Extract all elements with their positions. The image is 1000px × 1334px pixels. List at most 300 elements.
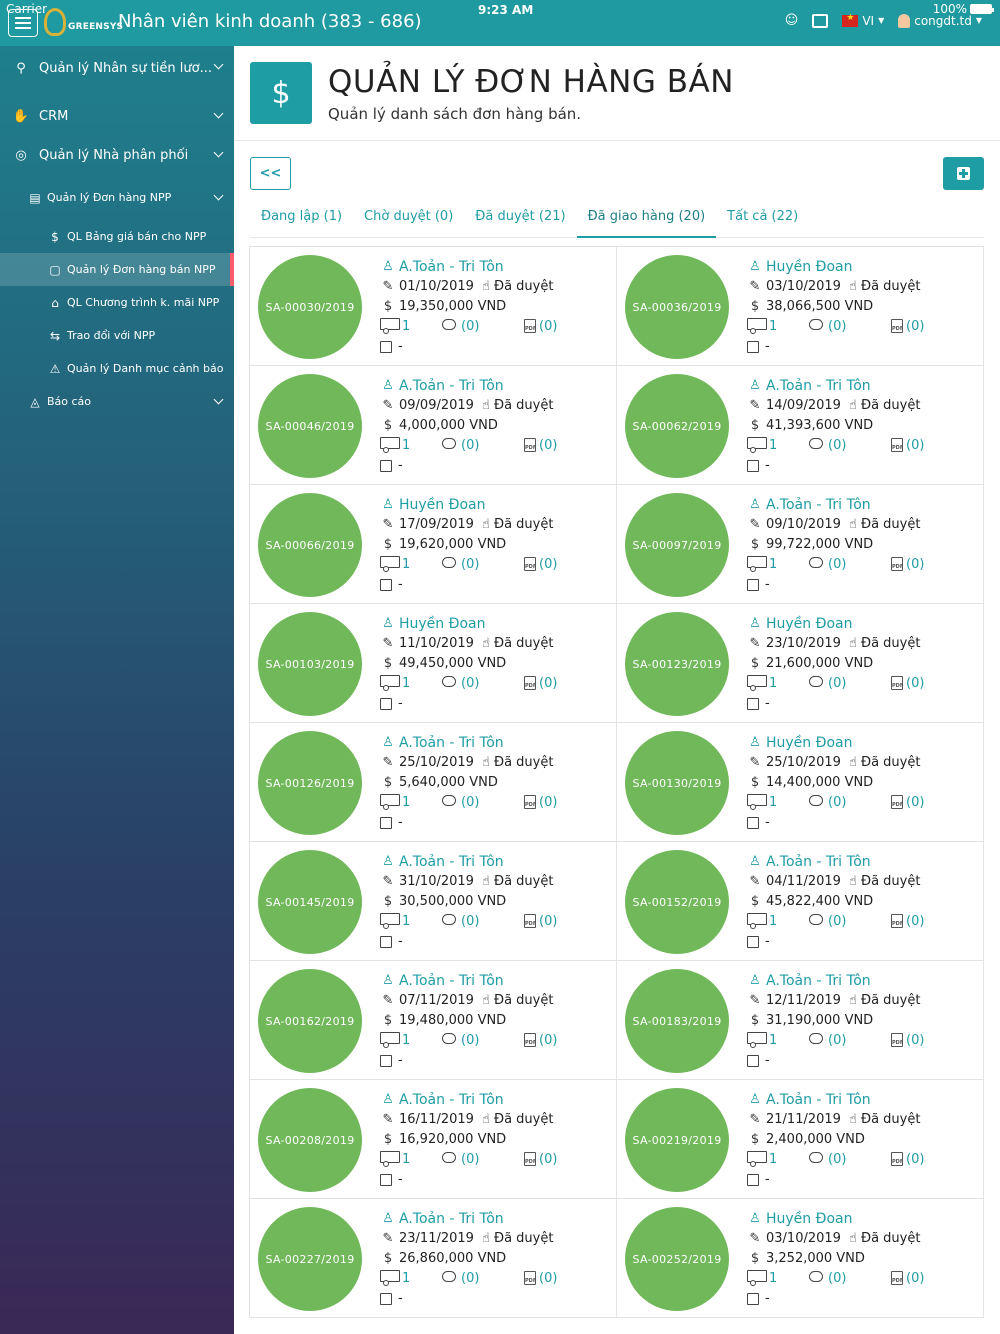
pencil-icon: ✎ xyxy=(382,993,394,1008)
note-icon xyxy=(380,579,392,591)
thumbs-up-icon: ☝ xyxy=(848,993,857,1008)
delivery-count[interactable]: 1 xyxy=(747,674,809,694)
order-card[interactable] xyxy=(616,246,984,366)
order-note: - xyxy=(398,1291,403,1306)
dollar-icon: $ xyxy=(51,229,59,244)
status-badge: ☝ Đã duyệt xyxy=(848,1112,921,1127)
order-card[interactable] xyxy=(249,960,617,1080)
pdf-count[interactable]: PDF (0) xyxy=(892,676,925,691)
hamburger-menu-button[interactable] xyxy=(8,9,38,37)
order-card[interactable] xyxy=(616,1198,984,1318)
thumbs-up-icon: ☝ xyxy=(481,874,490,889)
add-order-button[interactable] xyxy=(943,157,984,190)
note-icon xyxy=(380,817,392,829)
staff-row xyxy=(747,1090,977,1110)
sidebar-item-distributors[interactable] xyxy=(0,136,234,175)
order-card[interactable] xyxy=(616,841,984,961)
comment-count[interactable]: (0) xyxy=(809,436,891,456)
order-amount: 4,000,000 VND xyxy=(399,418,498,433)
pdf-count[interactable]: PDF (0) xyxy=(892,795,925,810)
delivery-count[interactable]: 1 xyxy=(747,317,809,337)
pencil-icon: ✎ xyxy=(382,1112,394,1127)
note-icon xyxy=(380,1055,392,1067)
truck-icon xyxy=(380,556,400,568)
order-code-badge[interactable]: SA-00103/2019 xyxy=(258,612,362,716)
sidebar-item-label: Quản lý Danh mục cảnh báo xyxy=(67,362,224,375)
pdf-icon: PDF xyxy=(891,914,903,928)
delivery-count[interactable]: 1 xyxy=(747,1269,809,1289)
chart-icon: ◬ xyxy=(30,394,40,409)
pdf-icon: PDF xyxy=(524,438,536,452)
pencil-icon: ✎ xyxy=(382,1231,394,1246)
user-icon: ♙ xyxy=(382,1211,394,1226)
order-code-badge[interactable]: SA-00145/2019 xyxy=(258,850,362,954)
sidebar-item-label: CRM xyxy=(39,109,69,124)
pdf-count[interactable]: PDF (0) xyxy=(892,1033,925,1048)
amount-row xyxy=(747,1249,977,1269)
order-code-badge[interactable]: SA-00252/2019 xyxy=(625,1207,729,1311)
thumbs-up-icon: ☝ xyxy=(481,993,490,1008)
sidebar-item-promotions[interactable] xyxy=(0,286,234,319)
amount-row xyxy=(380,297,610,317)
thumbs-up-icon: ☝ xyxy=(848,279,857,294)
date-row xyxy=(380,277,610,297)
comment-icon xyxy=(809,914,823,925)
tab-approved[interactable]: Đã duyệt (21) xyxy=(475,209,566,224)
pdf-count[interactable]: PDF (0) xyxy=(525,1152,558,1167)
comment-count[interactable]: (0) xyxy=(809,1031,891,1051)
delivery-count[interactable]: 1 xyxy=(747,555,809,575)
note-icon xyxy=(380,1293,392,1305)
username: congdt.td xyxy=(914,13,972,28)
pdf-count[interactable]: PDF (0) xyxy=(525,438,558,453)
dollar-icon: $ xyxy=(750,1251,760,1266)
gift-icon: ⌂ xyxy=(51,295,59,310)
staff-row xyxy=(747,376,977,396)
delivery-count[interactable]: 1 xyxy=(380,1031,442,1051)
top-right-controls xyxy=(785,13,982,28)
note-row xyxy=(380,1170,610,1190)
order-amount: 14,400,000 VND xyxy=(766,775,874,790)
pdf-count[interactable]: PDF (0) xyxy=(525,1271,558,1286)
staff-row xyxy=(380,1209,610,1229)
order-amount: 3,252,000 VND xyxy=(766,1251,865,1266)
staff-name: Huyền Đoan xyxy=(766,259,853,275)
comment-count[interactable]: (0) xyxy=(809,555,891,575)
comment-count[interactable]: (0) xyxy=(809,1269,891,1289)
user-icon: ♙ xyxy=(749,1211,761,1226)
user-icon: ♙ xyxy=(382,854,394,869)
order-card[interactable] xyxy=(616,365,984,485)
order-card[interactable] xyxy=(616,484,984,604)
pdf-count[interactable]: PDF (0) xyxy=(525,676,558,691)
sidebar xyxy=(0,46,234,1334)
status-time: 9:23 AM xyxy=(478,3,534,17)
date-row xyxy=(747,396,977,416)
note-icon xyxy=(380,1174,392,1186)
comment-count[interactable]: (0) xyxy=(809,674,891,694)
comment-count[interactable]: (0) xyxy=(442,436,524,456)
language-switcher[interactable] xyxy=(842,14,884,28)
sidebar-item-npp-orders[interactable] xyxy=(0,175,234,220)
order-code-badge[interactable]: SA-00097/2019 xyxy=(625,493,729,597)
order-card[interactable] xyxy=(616,960,984,1080)
truck-icon xyxy=(380,437,400,449)
tab-pending[interactable]: Chờ duyệt (0) xyxy=(364,209,454,224)
delivery-count[interactable]: 1 xyxy=(380,1269,442,1289)
comment-count[interactable]: (0) xyxy=(442,1150,524,1170)
comment-icon xyxy=(442,1033,456,1044)
date-row xyxy=(380,1229,610,1249)
counts-row xyxy=(747,674,977,694)
counts-row xyxy=(380,317,610,337)
order-code-badge[interactable]: SA-00062/2019 xyxy=(625,374,729,478)
order-amount: 5,640,000 VND xyxy=(399,775,498,790)
order-code-badge[interactable]: SA-00046/2019 xyxy=(258,374,362,478)
comment-count[interactable]: (0) xyxy=(442,793,524,813)
date-row xyxy=(380,634,610,654)
pdf-icon: PDF xyxy=(524,795,536,809)
chevron-down-icon xyxy=(214,109,224,119)
dollar-icon: $ xyxy=(383,656,393,671)
order-card[interactable] xyxy=(616,722,984,842)
date-row xyxy=(747,277,977,297)
order-code-badge[interactable]: SA-00066/2019 xyxy=(258,493,362,597)
dollar-icon: $ xyxy=(383,1251,393,1266)
delivery-count[interactable]: 1 xyxy=(380,912,442,932)
date-row xyxy=(747,515,977,535)
order-code-badge[interactable]: SA-00152/2019 xyxy=(625,850,729,954)
staff-row xyxy=(747,733,977,753)
user-icon: ♙ xyxy=(749,735,761,750)
delivery-count[interactable]: 1 xyxy=(747,793,809,813)
staff-row xyxy=(747,971,977,991)
order-date: 03/10/2019 xyxy=(766,279,841,294)
comment-count[interactable]: (0) xyxy=(809,912,891,932)
counts-row xyxy=(747,317,977,337)
users-icon: ⚲ xyxy=(16,60,26,76)
order-info xyxy=(747,1209,977,1309)
staff-row xyxy=(380,257,610,277)
note-icon xyxy=(747,817,759,829)
status-badge: ☝ Đã duyệt xyxy=(481,755,554,770)
user-icon: ♙ xyxy=(382,1092,394,1107)
pencil-icon: ✎ xyxy=(382,398,394,413)
order-card[interactable] xyxy=(249,484,617,604)
delivery-count[interactable]: 1 xyxy=(380,1150,442,1170)
order-date: 03/10/2019 xyxy=(766,1231,841,1246)
note-row xyxy=(747,1289,977,1309)
comment-count[interactable]: (0) xyxy=(442,317,524,337)
order-amount: 2,400,000 VND xyxy=(766,1132,865,1147)
order-date: 21/11/2019 xyxy=(766,1112,841,1127)
amount-row xyxy=(747,416,977,436)
note-row xyxy=(747,575,977,595)
counts-row xyxy=(747,1150,977,1170)
status-badge: ☝ Đã duyệt xyxy=(848,993,921,1008)
order-info xyxy=(747,376,977,476)
user-icon: ♙ xyxy=(382,378,394,393)
dollar-icon: $ xyxy=(750,1132,760,1147)
order-info xyxy=(380,376,610,476)
plus-icon xyxy=(957,167,970,180)
order-info xyxy=(380,257,610,357)
order-code-badge[interactable]: SA-00130/2019 xyxy=(625,731,729,835)
note-icon xyxy=(380,460,392,472)
order-amount: 26,860,000 VND xyxy=(399,1251,507,1266)
order-info xyxy=(747,852,977,952)
order-amount: 21,600,000 VND xyxy=(766,656,874,671)
sidebar-item-reports[interactable] xyxy=(0,385,234,418)
note-row xyxy=(380,1051,610,1071)
language-label: VI xyxy=(862,13,875,28)
counts-row xyxy=(380,1269,610,1289)
pdf-count[interactable]: PDF (0) xyxy=(525,1033,558,1048)
counts-row xyxy=(747,912,977,932)
staff-name: A.Toản - Tri Tôn xyxy=(766,854,871,870)
order-code-badge[interactable]: SA-00126/2019 xyxy=(258,731,362,835)
amount-row xyxy=(747,654,977,674)
truck-icon xyxy=(747,794,767,806)
order-card[interactable] xyxy=(249,365,617,485)
pdf-count[interactable]: PDF (0) xyxy=(892,557,925,572)
sidebar-item-sales-orders[interactable] xyxy=(0,253,234,286)
note-row xyxy=(747,456,977,476)
order-note: - xyxy=(398,458,403,473)
pdf-count[interactable]: PDF (0) xyxy=(892,1271,925,1286)
note-icon xyxy=(747,936,759,948)
staff-row xyxy=(747,614,977,634)
pdf-count[interactable]: PDF (0) xyxy=(525,319,558,334)
order-date: 07/11/2019 xyxy=(399,993,474,1008)
comment-icon xyxy=(809,438,823,449)
thumbs-up-icon: ☝ xyxy=(481,636,490,651)
note-icon xyxy=(747,1055,759,1067)
pdf-icon: PDF xyxy=(891,319,903,333)
sidebar-item-exchange[interactable] xyxy=(0,319,234,352)
sidebar-item-crm[interactable] xyxy=(0,97,234,136)
staff-name: A.Toản - Tri Tôn xyxy=(766,1092,871,1108)
team-icon[interactable]: ☺ xyxy=(784,13,799,28)
user-icon: ♙ xyxy=(382,735,394,750)
date-row xyxy=(747,991,977,1011)
order-amount: 19,350,000 VND xyxy=(399,299,507,314)
staff-name: A.Toản - Tri Tôn xyxy=(766,378,871,394)
sidebar-item-label: Trao đổi với NPP xyxy=(67,329,156,342)
thumbs-up-icon: ☝ xyxy=(848,1231,857,1246)
order-code-badge[interactable]: SA-00183/2019 xyxy=(625,969,729,1073)
order-info xyxy=(380,1209,610,1309)
status-badge: ☝ Đã duyệt xyxy=(481,993,554,1008)
sidebar-item-label: Quản lý Nhân sự tiền lươ... xyxy=(39,60,212,76)
amount-row xyxy=(380,654,610,674)
thumbs-up-icon: ☝ xyxy=(481,1112,490,1127)
delivery-count[interactable]: 1 xyxy=(380,674,442,694)
vietnam-flag-icon xyxy=(842,15,858,27)
order-card[interactable] xyxy=(249,722,617,842)
counts-row xyxy=(747,1031,977,1051)
date-row xyxy=(747,1229,977,1249)
status-badge: ☝ Đã duyệt xyxy=(481,1112,554,1127)
staff-name: A.Toản - Tri Tôn xyxy=(399,735,504,751)
order-code-badge[interactable]: SA-00219/2019 xyxy=(625,1088,729,1192)
comment-icon xyxy=(809,1152,823,1163)
sidebar-item-price-list[interactable] xyxy=(0,220,234,253)
order-date: 31/10/2019 xyxy=(399,874,474,889)
order-card[interactable] xyxy=(249,1079,617,1199)
counts-row xyxy=(380,1150,610,1170)
comment-icon xyxy=(442,795,456,806)
truck-icon xyxy=(747,318,767,330)
top-bar xyxy=(0,0,1000,46)
note-row xyxy=(747,694,977,714)
order-card[interactable] xyxy=(249,603,617,723)
pencil-icon: ✎ xyxy=(382,636,394,651)
pencil-icon: ✎ xyxy=(382,755,394,770)
order-card[interactable] xyxy=(616,1079,984,1199)
staff-row xyxy=(747,852,977,872)
order-note: - xyxy=(765,458,770,473)
date-row xyxy=(747,872,977,892)
order-code-badge[interactable]: SA-00208/2019 xyxy=(258,1088,362,1192)
tab-all[interactable]: Tất cả (22) xyxy=(727,209,799,224)
delivery-count[interactable]: 1 xyxy=(380,317,442,337)
status-badge: ☝ Đã duyệt xyxy=(481,517,554,532)
delivery-count[interactable]: 1 xyxy=(380,436,442,456)
order-amount: 16,920,000 VND xyxy=(399,1132,507,1147)
pdf-count[interactable]: PDF (0) xyxy=(525,795,558,810)
staff-row xyxy=(747,495,977,515)
order-amount: 41,393,600 VND xyxy=(766,418,874,433)
user-menu[interactable] xyxy=(898,14,982,28)
chevron-down-icon xyxy=(214,191,224,201)
exchange-icon: ⇆ xyxy=(49,328,61,343)
amount-row xyxy=(747,892,977,912)
truck-icon xyxy=(747,1270,767,1282)
order-code-badge[interactable]: SA-00030/2019 xyxy=(258,255,362,359)
pdf-count[interactable]: PDF (0) xyxy=(892,914,925,929)
amount-row xyxy=(380,1011,610,1031)
comment-icon xyxy=(809,1271,823,1282)
note-row xyxy=(747,932,977,952)
truck-icon xyxy=(747,675,767,687)
comment-count[interactable]: (0) xyxy=(809,793,891,813)
date-row xyxy=(380,1110,610,1130)
order-code-badge[interactable]: SA-00227/2019 xyxy=(258,1207,362,1311)
sidebar-item-warnings[interactable] xyxy=(0,352,234,385)
tab-delivered[interactable]: Đã giao hàng (20) xyxy=(577,198,717,238)
pdf-count[interactable]: PDF (0) xyxy=(892,319,925,334)
comment-count[interactable]: (0) xyxy=(809,317,891,337)
comment-count[interactable]: (0) xyxy=(442,1031,524,1051)
status-badge: ☝ Đã duyệt xyxy=(481,874,554,889)
tab-draft[interactable]: Đang lập (1) xyxy=(261,209,343,224)
note-row xyxy=(747,813,977,833)
order-card[interactable] xyxy=(616,603,984,723)
comment-count[interactable]: (0) xyxy=(442,674,524,694)
comment-count[interactable]: (0) xyxy=(442,1269,524,1289)
delivery-count[interactable]: 1 xyxy=(380,555,442,575)
comment-count[interactable]: (0) xyxy=(442,555,524,575)
pencil-icon: ✎ xyxy=(749,993,761,1008)
order-info xyxy=(380,495,610,595)
pdf-count[interactable]: PDF (0) xyxy=(525,557,558,572)
note-row xyxy=(380,1289,610,1309)
order-date: 09/09/2019 xyxy=(399,398,474,413)
note-row xyxy=(380,337,610,357)
dollar-icon: $ xyxy=(383,418,393,433)
comment-icon xyxy=(809,676,823,687)
delivery-count[interactable]: 1 xyxy=(380,793,442,813)
counts-row xyxy=(747,436,977,456)
delivery-count[interactable]: 1 xyxy=(747,1150,809,1170)
staff-row xyxy=(380,733,610,753)
dollar-icon: $ xyxy=(383,299,393,314)
dollar-icon: $ xyxy=(383,1013,393,1028)
delivery-count[interactable]: 1 xyxy=(747,1031,809,1051)
truck-icon xyxy=(380,318,400,330)
pdf-icon: PDF xyxy=(524,1152,536,1166)
user-icon: ♙ xyxy=(749,497,761,512)
comment-icon xyxy=(809,557,823,568)
delivery-count[interactable]: 1 xyxy=(747,912,809,932)
order-card[interactable] xyxy=(249,841,617,961)
staff-name: A.Toản - Tri Tôn xyxy=(399,973,504,989)
pdf-count[interactable]: PDF (0) xyxy=(525,914,558,929)
staff-name: A.Toản - Tri Tôn xyxy=(766,497,871,513)
order-amount: 19,480,000 VND xyxy=(399,1013,507,1028)
date-row xyxy=(380,515,610,535)
order-note: - xyxy=(398,1053,403,1068)
comment-count[interactable]: (0) xyxy=(809,1150,891,1170)
comment-icon xyxy=(442,914,456,925)
order-amount: 49,450,000 VND xyxy=(399,656,507,671)
comment-icon xyxy=(442,319,456,330)
staff-row xyxy=(380,495,610,515)
pdf-count[interactable]: PDF (0) xyxy=(892,438,925,453)
dollar-icon: $ xyxy=(383,894,393,909)
status-badge: ☝ Đã duyệt xyxy=(848,517,921,532)
staff-row xyxy=(380,971,610,991)
user-icon: ♙ xyxy=(382,259,394,274)
user-icon: ♙ xyxy=(749,259,761,274)
back-button[interactable]: << xyxy=(250,157,291,190)
counts-row xyxy=(380,674,610,694)
order-date: 12/11/2019 xyxy=(766,993,841,1008)
order-date: 09/10/2019 xyxy=(766,517,841,532)
order-card[interactable] xyxy=(249,1198,617,1318)
sidebar-item-label: QL Bảng giá bán cho NPP xyxy=(67,230,207,243)
monitor-icon[interactable] xyxy=(812,14,828,28)
comment-count[interactable]: (0) xyxy=(442,912,524,932)
clipboard-icon: ▢ xyxy=(49,262,61,277)
order-note: - xyxy=(398,1172,403,1187)
sidebar-item-hr[interactable] xyxy=(0,58,234,78)
thumbs-up-icon: ☝ xyxy=(848,636,857,651)
order-code-badge[interactable]: SA-00162/2019 xyxy=(258,969,362,1073)
dollar-icon: $ xyxy=(750,299,760,314)
truck-icon xyxy=(747,913,767,925)
order-card[interactable] xyxy=(249,246,617,366)
delivery-count[interactable]: 1 xyxy=(747,436,809,456)
pdf-icon: PDF xyxy=(524,914,536,928)
order-amount: 45,822,400 VND xyxy=(766,894,874,909)
order-info xyxy=(380,733,610,833)
comment-icon xyxy=(809,795,823,806)
order-code-badge[interactable]: SA-00123/2019 xyxy=(625,612,729,716)
order-code-badge[interactable]: SA-00036/2019 xyxy=(625,255,729,359)
pdf-count[interactable]: PDF (0) xyxy=(892,1152,925,1167)
